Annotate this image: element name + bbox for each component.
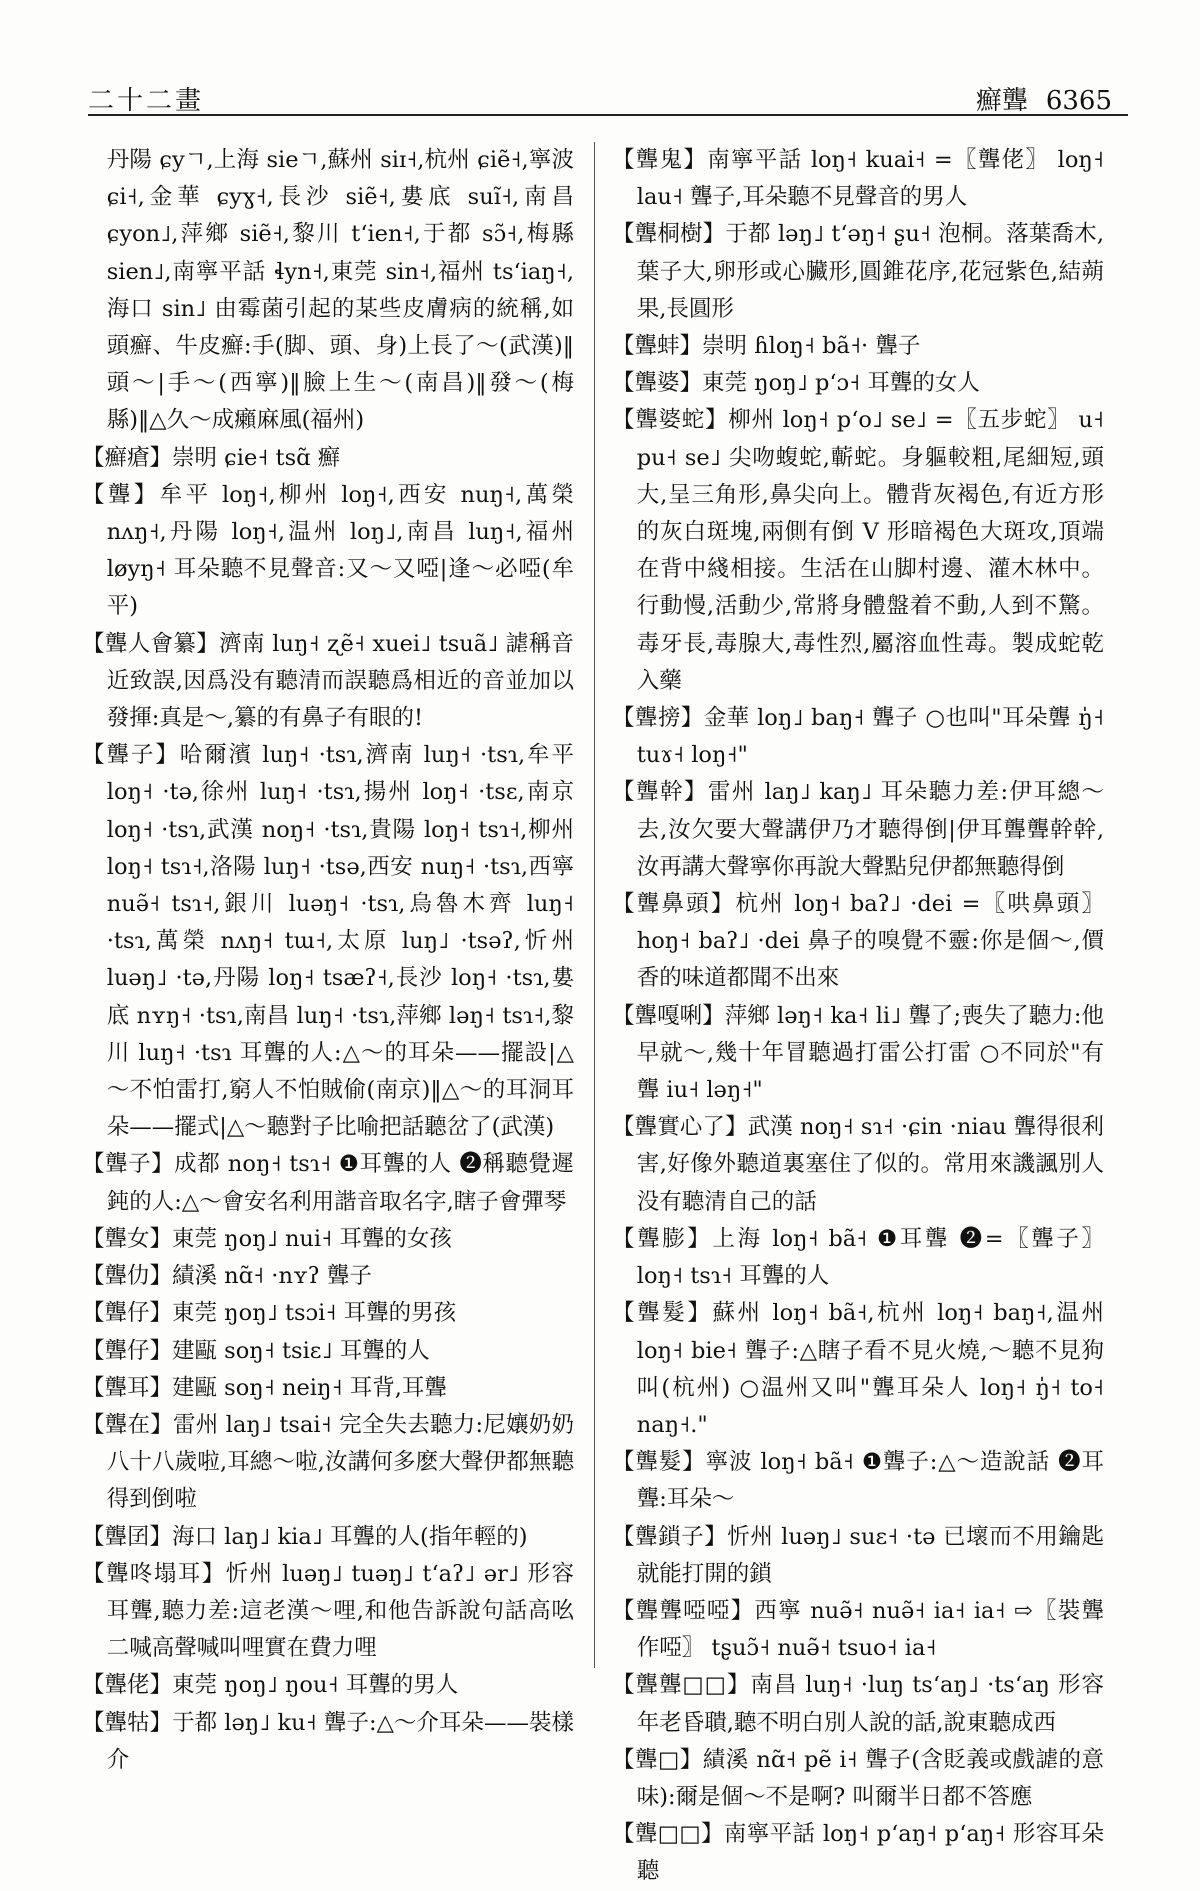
entry-headword: 【聾聾啞啞】	[612, 1597, 755, 1624]
entry-headword: 【聾】	[82, 481, 160, 508]
dictionary-entry	[612, 998, 1104, 1110]
entry-headword: 【聾女】	[82, 1225, 173, 1252]
entry-text: 建甌 soŋ˧ neiŋ˧ 耳背,耳聾	[172, 1374, 447, 1401]
entry-headword: 【聾搒】	[612, 705, 704, 732]
entry-text: 東莞 ŋoŋ˩ tsɔi˧ 耳聾的男孩	[172, 1300, 457, 1327]
dictionary-entry	[82, 1146, 574, 1220]
dictionary-entry	[82, 626, 574, 738]
entry-text: 南昌 luŋ˧ ·luŋ tsʻaŋ˩ ·tsʻaŋ 形容年老昏聵,聽不明白別人說的話,說東聽成西	[636, 1672, 1104, 1736]
section-title: 二十二畫	[88, 86, 205, 116]
dictionary-entry	[82, 1407, 574, 1519]
entry-text: 績溪 nɑ̃˧ pẽ i˧ 聾子(含貶義或戲謔的意味):爾是個～不是啊? 叫爾半日都不答應	[636, 1746, 1104, 1810]
entry-headword: 【聾髮】	[612, 1300, 713, 1327]
dictionary-entry	[82, 737, 574, 1146]
entry-text: 東莞 ŋoŋ˩ nui˧ 耳聾的女孩	[172, 1225, 452, 1252]
entry-headword: 【聾幹】	[612, 779, 708, 806]
column-divider	[594, 142, 595, 1668]
entry-headword: 【聾膨】	[612, 1225, 713, 1252]
page-info	[958, 80, 1112, 117]
entry-text: 海口 laŋ˩ kia˩ 耳聾的人(指年輕的)	[172, 1523, 528, 1550]
entry-headword: 【聾在】	[82, 1411, 173, 1438]
dictionary-entry	[612, 1667, 1104, 1741]
entry-text: 武漢 noŋ˧ sɿ˧ ·ɕin ·niau 聾得很利害,好像外聽道裏塞住了似的。常用來譏諷別人没有聽清自己的話	[636, 1114, 1104, 1215]
dictionary-entry	[82, 1556, 574, 1668]
entry-headword: 【聾婆蛇】	[612, 407, 729, 434]
entry-headword: 【聾仔】	[82, 1300, 173, 1327]
entry-headword: 【聾鎖子】	[612, 1523, 728, 1550]
dictionary-entry	[612, 700, 1104, 774]
dictionary-entry	[612, 1295, 1104, 1444]
entry-text: 忻州 luəŋ˩ tuəŋ˩ tʻaʔ˩ ər˩ 形容耳聾,聽力差:這老漢～哩,和他告訴說句話高吆二喊高聲喊叫哩實在費力哩	[106, 1560, 574, 1662]
entry-headword: 【聾嘎唎】	[612, 1002, 725, 1029]
entry-headword: 【聾牯】	[82, 1709, 173, 1736]
entry-text: 忻州 luəŋ˩ suɛ˧ ·tə 已壞而不用鑰匙就能打開的鎖	[636, 1523, 1104, 1587]
entry-text: 東莞 ŋoŋ˩ ŋou˧ 耳聾的男人	[172, 1672, 459, 1699]
entry-headword: 【聾桐樹】	[612, 221, 726, 248]
entry-headword: 【聾□□】	[612, 1821, 724, 1848]
entry-text: 于都 ləŋ˩ tʻəŋ˧ ʂu˧ 泡桐。落葉喬木,葉子大,卵形或心臟形,圓錐花序,花冠紫色,結蒴果,長圓形	[636, 221, 1104, 322]
page-characters: 癬聾	[975, 86, 1028, 116]
entry-headword: 【聾子】	[82, 742, 180, 769]
entry-headword: 【癬瘡】	[82, 444, 173, 471]
entry-headword: 【聾人會纂】	[82, 630, 220, 657]
entry-text: 崇明 ɕie˧ tsɑ̃ 癬	[172, 444, 341, 471]
dictionary-entry	[612, 1816, 1104, 1890]
entry-text: 成都 noŋ˧ tsɿ˧ ❶耳聾的人 ❷稱聽覺遲鈍的人:△～會安名利用諧音取名字,瞎子會彈琴	[106, 1151, 574, 1215]
entry-continuation	[82, 142, 574, 440]
entry-headword: 【聾耳】	[82, 1374, 173, 1401]
dictionary-entry	[612, 365, 1104, 402]
entry-text: 哈爾濱 luŋ˧ ·tsɿ,濟南 luŋ˧ ·tsɿ,牟平 loŋ˧ ·tə,徐州 luŋ˧ ·tsɿ,揚州 loŋ˧ ·tsɛ,南京 loŋ˧ ·tsɿ,武漢 noŋ˧ ·tsɿ,貴陽 loŋ˧ tsɿ˧,柳州 loŋ˧ tsɿ˧,洛陽 luŋ˧ ·tsə,西安 nuŋ˧ ·tsɿ,西寧 nuə̃˧ tsɿ˧,銀川 luəŋ˧ ·tsɿ,烏魯木齊 luŋ˧ ·tsɿ,萬榮 nʌŋ˧ tɯ˧,太原 luŋ˩ ·tsəʔ,忻州 luəŋ˩ ·tə,丹陽 loŋ˧ tsæʔ˧,長沙 loŋ˧ ·tsɿ,婁底 nʏŋ˧ ·tsɿ,南昌 luŋ˧ ·tsɿ,萍鄉 ləŋ˧ tsɿ˧,黎川 luŋ˧ ·tsɿ 耳聾的人:△～的耳朵——擺設|△～不怕雷打,窮人不怕賊偷(南京)‖△～的耳洞耳朵——擺式|△～聽對子比喻把話聽岔了(武漢)	[106, 742, 574, 1141]
entry-text: 南寧平話 loŋ˧ pʻaŋ˧ pʻaŋ˧ 形容耳朵聽	[636, 1821, 1104, 1885]
dictionary-entry	[612, 1221, 1104, 1295]
entry-text: 濟南 luŋ˧ ʐẽ˧ xuei˩ tsuã˩ 謔稱音近致誤,因爲没有聽清而誤聽爲相近的音並加以發揮:真是～,纂的有鼻子有眼的!	[106, 630, 574, 732]
dictionary-entry	[82, 1333, 574, 1370]
entry-text: 蘇州 loŋ˧ bã˧,杭州 loŋ˧ baŋ˧,温州 loŋ˧ bie˧ 聾子:△瞎子看不見火燒,～聽不見狗叫(杭州) ○温州又叫"聾耳朵人 loŋ˧ ŋ̍˧ to˧ naŋ˧."	[636, 1300, 1104, 1438]
dictionary-entry	[612, 142, 1104, 216]
entry-headword: 【聾仔】	[82, 1337, 173, 1364]
entry-text: 于都 ləŋ˩ ku˧ 聾子:△～介耳朵——裝樣介	[106, 1709, 574, 1773]
dictionary-entry	[612, 1109, 1104, 1221]
entry-headword: 【聾實心了】	[612, 1114, 748, 1141]
dictionary-entry	[612, 1593, 1104, 1667]
dictionary-entry	[612, 1444, 1104, 1518]
right-column	[612, 142, 1104, 1885]
dictionary-entry	[82, 440, 574, 477]
entry-text: 東莞 ŋoŋ˩ pʻɔ˧ 耳聾的女人	[702, 370, 980, 397]
entry-headword: 【聾婆】	[612, 370, 703, 397]
dictionary-entry	[82, 1295, 574, 1332]
entry-headword: 【聾佬】	[82, 1672, 173, 1699]
page-header	[88, 72, 1128, 116]
entry-text: 崇明 ɦloŋ˧ bã˧· 聾子	[702, 333, 921, 360]
dictionary-entry	[612, 402, 1104, 700]
entry-text: 南寧平話 loŋ˧ kuai˧ =〖聾佬〗 loŋ˧ lau˧ 聾子,耳朵聽不見聲音的男人	[636, 147, 1104, 211]
dictionary-entry	[82, 1667, 574, 1704]
dictionary-entry	[612, 774, 1104, 886]
entry-text: 柳州 loŋ˧ pʻo˩ se˩ =〖五步蛇〗 u˧ pu˧ se˩ 尖吻蝮蛇,蘄蛇。身軀較粗,尾細短,頭大,呈三角形,鼻尖向上。體背灰褐色,有近方形的灰白斑塊,兩側有倒 V 形暗褐色大斑攻,頂端在背中綫相接。生活在山脚村邊、灌木林中。行動慢,活動少,常將身體盤着不動,人到不驚。毒牙長,毒腺大,毒性烈,屬溶血性毒。製成蛇乾入藥	[636, 407, 1104, 694]
dictionary-entry	[82, 1519, 574, 1556]
entry-text: 寧波 loŋ˧ bã˧ ❶聾子:△～造說話 ❷耳聾:耳朵～	[636, 1449, 1104, 1513]
entry-headword: 【聾蚌】	[612, 333, 703, 360]
dictionary-entry	[612, 216, 1104, 328]
dictionary-entry	[612, 1742, 1104, 1816]
dictionary-entry	[82, 1258, 574, 1295]
entry-headword: 【聾咚塌耳】	[82, 1560, 226, 1587]
entry-text: 績溪 nɑ̃˧ ·nʏʔ 聾子	[172, 1263, 372, 1290]
dictionary-entry	[82, 477, 574, 626]
entry-headword: 【聾□】	[612, 1746, 703, 1773]
entry-headword: 【聾仂】	[82, 1263, 173, 1290]
entry-text: 上海 loŋ˧ bã˧ ❶耳聾 ❷=〖聾子〗 loŋ˧ tsɿ˧ 耳聾的人	[636, 1225, 1104, 1290]
dictionary-entry	[82, 1705, 574, 1779]
dictionary-entry	[82, 1370, 574, 1407]
entry-headword: 【聾囝】	[82, 1523, 173, 1550]
entry-headword: 【聾鼻頭】	[612, 891, 736, 918]
entry-text: 杭州 loŋ˧ baʔ˩ ·dei =〖哄鼻頭〗 hoŋ˧ baʔ˩ ·dei 鼻子的嗅覺不靈:你是個～,價香的味道都聞不出來	[636, 891, 1104, 992]
entry-headword: 【聾鬼】	[612, 147, 708, 173]
entry-headword: 【聾髮】	[612, 1449, 706, 1476]
entry-text: 西寧 nuə̃˧ nuə̃˧ ia˧ ia˧ ⇨〖裝聾作啞〗 tʂuɔ̃˧ nuə̃˧ tsuo˧ ia˧	[636, 1597, 1104, 1662]
entry-text: 建甌 soŋ˧ tsiɛ˩ 耳聾的人	[172, 1337, 430, 1364]
entry-headword: 【聾子】	[82, 1151, 175, 1178]
entry-text: 萍鄉 ləŋ˧ ka˧ li˩ 聾了;喪失了聽力:他早就～,幾十年冒聽過打雷公打雷 ○不同於"有聾 iu˧ ləŋ˧"	[636, 1002, 1104, 1104]
entry-headword: 【聾聾□□】	[612, 1672, 751, 1699]
dictionary-entry	[612, 328, 1104, 365]
entry-text: 丹陽 ɕyㄱ,上海 sieㄱ,蘇州 siɪ˧,杭州 ɕiẽ˧,寧波 ɕi˧,金華 ɕyɣ˧,長沙 siẽ˧,婁底 suĩ˧,南昌 ɕyon˩,萍鄉 siẽ˧,黎川 tʻien˧,于都 sɔ̃˧,梅縣 sien˩,南寧平話 ɬyn˧,東莞 sin˧,福州 tsʻiaŋ˧,海口 sin˩ 由霉菌引起的某些皮膚病的統稱,如頭癬、牛皮癬:手(脚、頭、身)上長了～(武漢)‖頭～|手～(西寧)‖臉上生～(南昌)‖發～(梅縣)‖△久～成癩麻風(福州)	[106, 147, 574, 434]
entry-text: 牟平 loŋ˧,柳州 loŋ˧,西安 nuŋ˧,萬榮 nʌŋ˧,丹陽 loŋ˧,温州 loŋ˩,南昌 luŋ˧,福州 løyŋ˧ 耳朵聽不見聲音:又～又啞|逢～必啞(牟平)	[106, 481, 574, 620]
page-number: 6365	[1045, 86, 1112, 116]
dictionary-entry	[82, 1221, 574, 1258]
dictionary-entry	[612, 1519, 1104, 1593]
entry-text: 金華 loŋ˩ baŋ˧ 聾子 ○也叫"耳朵聾 ŋ̍˧ tuɤ˧ loŋ˧"	[636, 705, 1104, 769]
dictionary-entry	[612, 886, 1104, 998]
entry-text: 雷州 laŋ˩ tsai˧ 完全失去聽力:尼孃奶奶八十八歲啦,耳總～啦,汝講何多麽大聲伊都無聽得到倒啦	[106, 1411, 574, 1513]
entry-text: 雷州 laŋ˩ kaŋ˩ 耳朵聽力差:伊耳總～去,汝欠要大聲講伊乃才聽得倒|伊耳聾聾幹幹,汝再講大聲寧你再說大聲點兒伊都無聽得倒	[636, 779, 1104, 880]
left-column	[82, 142, 574, 1773]
